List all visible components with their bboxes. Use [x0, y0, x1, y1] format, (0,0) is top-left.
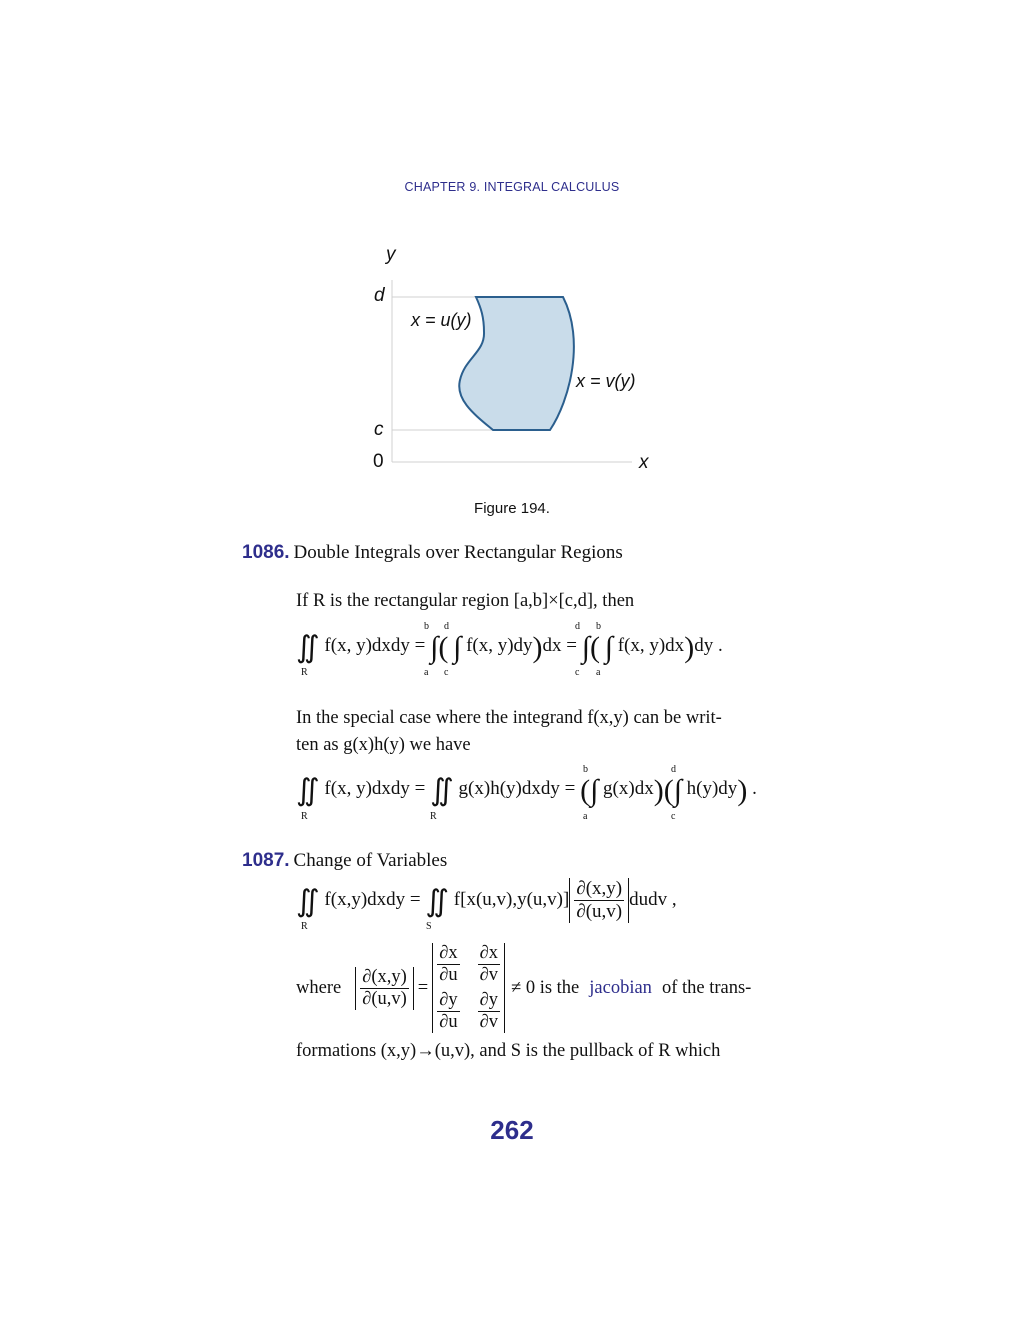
section-1087-heading	[242, 850, 447, 872]
left-curve-label: x = u(y)	[411, 310, 472, 330]
limit-b: b	[424, 621, 429, 632]
limit-R-3: R	[430, 811, 437, 822]
limit-b-3: b	[583, 764, 588, 775]
limit-R-2: R	[301, 811, 308, 822]
limit-R: R	[301, 667, 308, 678]
jacobian-definition: where $\frac{\partial(x,y)}{\partial(u,v)}$ = $\frac{\partial x}{\partial u}$ $\frac{\partial x}{\partial v}$ $\frac{\partial y}{\partial u}$ $\frac{\partial y}{\partial v}$ ≠ 0 is the jacobian of the trans-	[296, 943, 752, 1032]
section-number: 1086.	[242, 542, 290, 563]
limit-R-4: R	[301, 921, 308, 932]
equation-change-of-variables: ∬ f(x,y)dxdy = ∬ f[x(u,v),y(u,v)] $\frac{\partial(x,y)}{\partial(u,v)}$ dudv ,	[296, 878, 677, 922]
limit-d-3: d	[671, 764, 676, 775]
eq-rhs-post: dudv ,	[629, 888, 677, 910]
page-number: 262	[490, 1115, 534, 1145]
jacobian-den: ∂(u,v)	[576, 901, 623, 922]
figure-194-diagram	[360, 240, 680, 480]
jacobian-link[interactable]: jacobian	[589, 977, 652, 998]
region-r	[459, 297, 574, 430]
c-label: c	[374, 419, 384, 440]
limit-c-2: c	[575, 667, 580, 678]
limit-a-3: a	[583, 811, 588, 822]
where-word: where	[296, 977, 342, 998]
section-1086-intro: If R is the rectangular region [a,b]×[c,d], then	[296, 591, 635, 611]
figure-caption: Figure 194.	[474, 500, 550, 517]
d-label: d	[374, 285, 385, 306]
limit-c-3: c	[671, 811, 676, 822]
limit-a-2: a	[596, 667, 601, 678]
eq-lhs: f(x,y)dxdy =	[324, 888, 426, 910]
right-curve-label: x = v(y)	[576, 371, 636, 391]
running-header: CHAPTER 9. INTEGRAL CALCULUS	[404, 180, 620, 194]
section-title: Change of Variables	[293, 850, 448, 871]
equation-separable: ∬ f(x, y)dxdy = ∬ g(x)h(y)dxdy = (∫ g(x)dx)(∫ h(y)dy) .	[296, 774, 757, 807]
special-case-line-1: In the special case where the integrand f(x,y) can be writ-	[296, 708, 722, 728]
special-case-line-2: ten as g(x)h(y) we have	[296, 735, 471, 755]
eq-rhs-pre: f[x(u,v),y(u,v)]	[453, 888, 570, 910]
transformation-line: formations (x,y)→(u,v), and S is the pullback of R which	[296, 1041, 721, 1061]
x-axis-label: x	[639, 452, 649, 473]
section-title: Double Integrals over Rectangular Regions	[293, 542, 623, 563]
after-jacobian-text: of the trans-	[661, 977, 752, 998]
jacobian-determinant: $\frac{\partial x}{\partial u}$ $\frac{\partial x}{\partial v}$ $\frac{\partial y}{\partial u}$ $\frac{\partial y}{\partial v}$	[432, 943, 505, 1033]
origin-label: 0	[373, 451, 384, 472]
section-1086-heading	[242, 542, 623, 564]
equation-iterated-integrals: ∬ f(x, y)dxdy = ∫( ∫ f(x, y)dy)dx = ∫( ∫ f(x, y)dx)dy .	[296, 631, 723, 664]
limit-S: S	[426, 921, 432, 932]
limit-b-2: b	[596, 621, 601, 632]
jacobian-abs-2: $\frac{\partial(x,y)}{\partial(u,v)}$	[355, 967, 414, 1010]
neq-text: ≠ 0 is the	[511, 977, 580, 998]
jacobian-abs	[569, 878, 629, 923]
limit-d-2: d	[575, 621, 580, 632]
y-axis-label: y	[386, 244, 396, 265]
limit-d: d	[444, 621, 449, 632]
jacobian-num: ∂(x,y)	[576, 878, 623, 899]
limit-a: a	[424, 667, 429, 678]
limit-c: c	[444, 667, 449, 678]
section-number: 1087.	[242, 850, 290, 871]
